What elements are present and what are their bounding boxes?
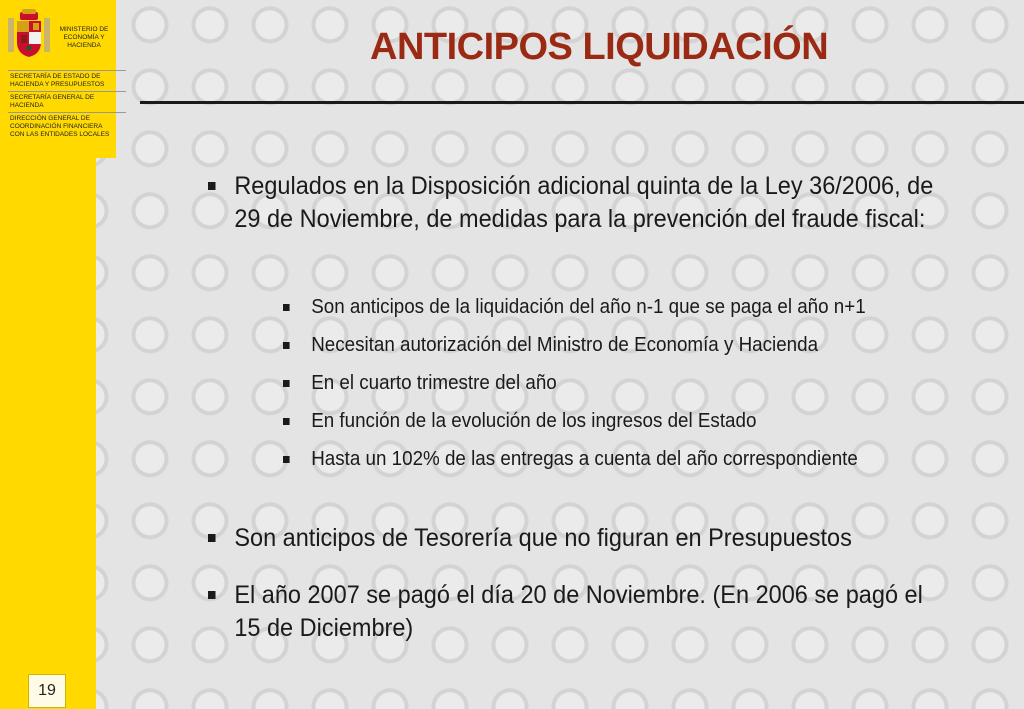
sub-bullet-item xyxy=(283,333,941,357)
bullet-item xyxy=(208,579,941,645)
square-bullet-icon xyxy=(208,170,216,203)
sub-bullet-item xyxy=(283,295,941,319)
separator xyxy=(8,70,126,71)
header-box xyxy=(0,0,116,158)
square-bullet-icon xyxy=(283,333,290,359)
square-bullet-icon xyxy=(208,579,216,612)
org-line-secretaria-general: SECRETARÍA GENERAL DE HACIENDA xyxy=(10,94,95,109)
sub-bullet-text: Necesitan autorización del Ministro de Economía y Hacienda xyxy=(311,334,819,356)
square-bullet-icon xyxy=(283,371,290,397)
sub-bullet-item xyxy=(283,447,941,471)
square-bullet-icon xyxy=(208,522,216,555)
org-line-direccion-general: DIRECCIÓN GENERAL DE COORDINACIÓN FINANCIERA CON LAS ENTIDADES LOCALES xyxy=(10,115,110,138)
sub-bullet-item xyxy=(283,409,941,433)
slide-title: ANTICIPOS LIQUIDACIÓN xyxy=(370,26,829,68)
coat-of-arms-logo xyxy=(6,8,52,60)
page-number: 19 xyxy=(28,674,66,708)
bullet-text: Son anticipos de Tesorería que no figuran en Presupuestos xyxy=(234,524,852,552)
square-bullet-icon xyxy=(283,295,290,321)
bullet-text: El año 2007 se pagó el día 20 de Noviembre. (En 2006 se pagó el 15 de Diciembre) xyxy=(234,581,923,642)
bullet-item xyxy=(208,170,941,236)
title-rule xyxy=(140,101,1024,104)
sub-bullet-item xyxy=(283,371,941,395)
sub-bullet-text: Son anticipos de la liquidación del año n-1 que se paga el año n+1 xyxy=(311,296,866,318)
ministry-name: MINISTERIO DE ECONOMÍA Y HACIENDA xyxy=(59,26,109,49)
org-lines xyxy=(0,68,116,139)
sub-bullet-text: Hasta un 102% de las entregas a cuenta del año correspondiente xyxy=(311,448,858,470)
bullet-item xyxy=(208,522,941,555)
sub-bullet-text: En el cuarto trimestre del año xyxy=(311,372,557,394)
separator xyxy=(8,91,126,92)
square-bullet-icon xyxy=(283,447,290,473)
org-line-secretaria-estado: SECRETARÍA DE ESTADO DE HACIENDA Y PRESUPUESTOS xyxy=(10,73,105,88)
sub-bullet-text: En función de la evolución de los ingresos del Estado xyxy=(311,410,757,432)
bullet-text: Regulados en la Disposición adicional quinta de la Ley 36/2006, de 29 de Noviembre, de medidas para la prevención del fraude fiscal: xyxy=(234,172,934,233)
separator xyxy=(8,112,126,113)
square-bullet-icon xyxy=(283,409,290,435)
